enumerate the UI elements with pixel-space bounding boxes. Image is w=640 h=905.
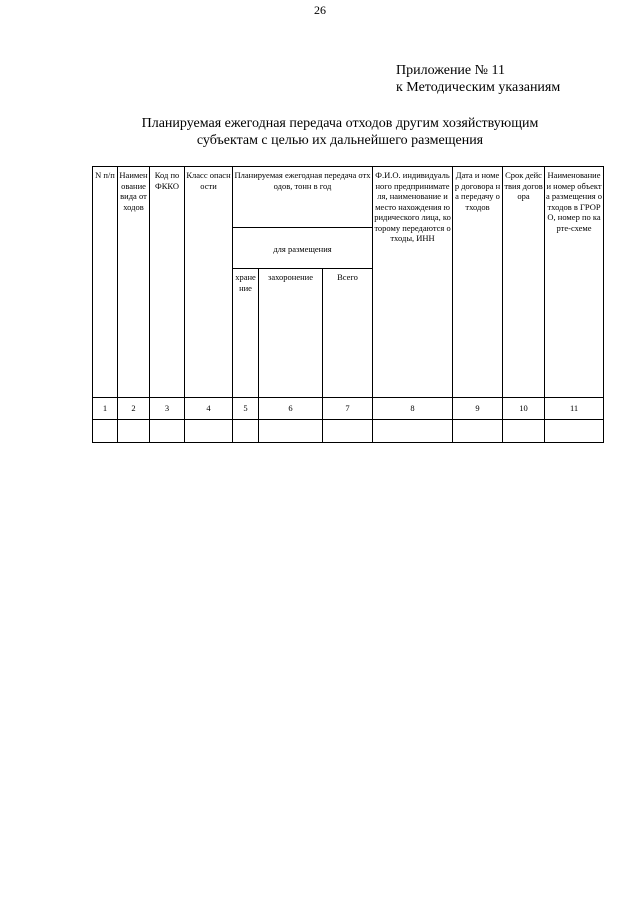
document-title-line-2: субъектам с целью их дальнейшего размещения [196, 133, 484, 148]
column-number: 6 [259, 398, 323, 420]
document-title-line-1: Планируемая ежегодная передача отходов другим хозяйствующим [141, 116, 539, 131]
column-number: 5 [233, 398, 259, 420]
data-cell [545, 420, 604, 443]
header-placement-object: Наименование и номер объекта размещения отходов в ГРОРО, номер по карте-схеме [545, 167, 604, 398]
data-cell [323, 420, 373, 443]
header-storage: хранение [233, 269, 259, 398]
header-waste-name: Наименование вида отходов [118, 167, 150, 398]
header-recipient: Ф.И.О. индивидуального предпринимателя, наименование и место нахождения юридического лица, которому передаются отходы, ИНН [373, 167, 453, 398]
empty-data-row [93, 420, 604, 443]
column-number: 8 [373, 398, 453, 420]
header-hazard-class: Класс опасности [185, 167, 233, 398]
header-for-placement: для размещения [233, 228, 373, 269]
column-number: 1 [93, 398, 118, 420]
column-number: 2 [118, 398, 150, 420]
page-number: 26 [314, 3, 326, 17]
column-number: 4 [185, 398, 233, 420]
column-number: 11 [545, 398, 604, 420]
header-row-number: N п/п [93, 167, 118, 398]
header-planned-transfer: Планируемая ежегодная передача отходов, тонн в год [233, 167, 373, 228]
data-cell [259, 420, 323, 443]
column-number: 10 [503, 398, 545, 420]
appendix-subtitle: к Методическим указаниям [396, 80, 561, 95]
data-cell [93, 420, 118, 443]
column-number: 3 [150, 398, 185, 420]
data-cell [503, 420, 545, 443]
data-cell [373, 420, 453, 443]
header-fkko-code: Код по ФККО [150, 167, 185, 398]
document-title [80, 115, 600, 149]
data-cell [150, 420, 185, 443]
appendix-number: Приложение № 11 [396, 63, 505, 78]
data-cell [118, 420, 150, 443]
data-cell [233, 420, 259, 443]
header-contract-date-number: Дата и номер договора на передачу отходов [453, 167, 503, 398]
data-cell [185, 420, 233, 443]
column-number: 9 [453, 398, 503, 420]
appendix-reference [396, 62, 560, 96]
header-contract-term: Срок действия договора [503, 167, 545, 398]
column-numbers-row [93, 398, 604, 420]
header-burial: захоронение [259, 269, 323, 398]
data-cell [453, 420, 503, 443]
header-total: Всего [323, 269, 373, 398]
waste-transfer-table [92, 166, 604, 443]
column-number: 7 [323, 398, 373, 420]
header-row-1 [93, 167, 604, 228]
